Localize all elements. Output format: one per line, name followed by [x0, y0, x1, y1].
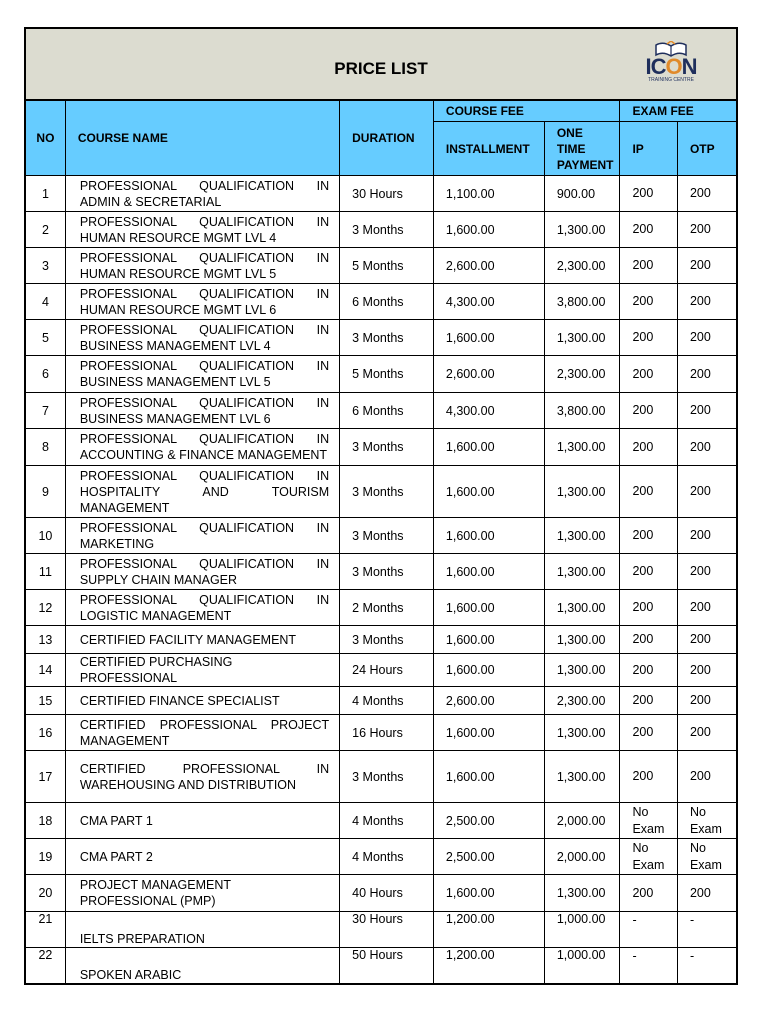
- otp-exam-fee: 200: [677, 687, 737, 715]
- course-name: PROFESSIONAL QUALIFICATION IN HUMAN RESOURCE MGMT LVL 4: [65, 212, 339, 248]
- otp-exam-fee: 200: [677, 212, 737, 248]
- one-time-fee: 1,300.00: [544, 875, 620, 912]
- duration-cell: 5 Months: [340, 356, 434, 393]
- duration-cell: 6 Months: [340, 284, 434, 320]
- course-name: PROFESSIONAL QUALIFICATION IN BUSINESS MANAGEMENT LVL 5: [65, 356, 339, 393]
- header-exam-fee: EXAM FEE: [620, 100, 737, 122]
- course-name: PROFESSIONAL QUALIFICATION IN BUSINESS MANAGEMENT LVL 6: [65, 393, 339, 429]
- duration-cell: 4 Months: [340, 839, 434, 875]
- row-number: 6: [25, 356, 65, 393]
- course-name: CERTIFIED PROFESSIONAL PROJECT MANAGEMENT: [65, 715, 339, 751]
- ip-exam-fee: 200: [620, 715, 677, 751]
- one-time-fee: 1,300.00: [544, 654, 620, 687]
- table-row: [25, 687, 737, 715]
- one-time-fee: 1,300.00: [544, 212, 620, 248]
- table-row: [25, 590, 737, 626]
- table-row: [25, 393, 737, 429]
- price-list-sheet: [24, 27, 738, 985]
- header-one-time-line3: PAYMENT: [556, 157, 614, 172]
- otp-exam-fee: 200: [677, 284, 737, 320]
- otp-exam-fee: No Exam: [677, 803, 737, 839]
- header-one-time-line1: ONE: [556, 125, 583, 140]
- header-no: NO: [25, 100, 65, 176]
- table-row: [25, 284, 737, 320]
- duration-cell: 3 Months: [340, 518, 434, 554]
- row-number: 14: [25, 654, 65, 687]
- row-number: 22: [25, 948, 65, 984]
- one-time-fee: 2,000.00: [544, 839, 620, 875]
- otp-exam-fee: 200: [677, 654, 737, 687]
- course-name: PROFESSIONAL QUALIFICATION IN SUPPLY CHAIN MANAGER: [65, 554, 339, 590]
- duration-cell: 30 Hours: [340, 176, 434, 212]
- otp-exam-fee: 200: [677, 320, 737, 356]
- course-name: IELTS PREPARATION: [65, 912, 339, 948]
- header-installment: INSTALLMENT: [433, 122, 544, 176]
- header-duration: DURATION: [340, 100, 434, 176]
- row-number: 7: [25, 393, 65, 429]
- one-time-fee: 3,800.00: [544, 284, 620, 320]
- table-row: [25, 176, 737, 212]
- course-name: PROFESSIONAL QUALIFICATION IN ADMIN & SECRETARIAL: [65, 176, 339, 212]
- page-title: PRICE LIST: [334, 59, 428, 78]
- table-row: [25, 248, 737, 284]
- one-time-fee: 1,300.00: [544, 518, 620, 554]
- duration-cell: 24 Hours: [340, 654, 434, 687]
- otp-exam-fee: -: [677, 912, 737, 948]
- logo-subtitle: TRAINING CENTRE: [648, 77, 694, 83]
- otp-exam-fee: 200: [677, 590, 737, 626]
- table-row: [25, 839, 737, 875]
- duration-cell: 30 Hours: [340, 912, 434, 948]
- otp-exam-fee: -: [677, 948, 737, 984]
- row-number: 5: [25, 320, 65, 356]
- table-row: [25, 715, 737, 751]
- duration-cell: 3 Months: [340, 554, 434, 590]
- installment-fee: 1,200.00: [433, 912, 544, 948]
- table-row: [25, 751, 737, 803]
- ip-exam-fee: 200: [620, 284, 677, 320]
- course-name: CMA PART 1: [65, 803, 339, 839]
- course-name: CERTIFIED PURCHASING PROFESSIONAL: [65, 654, 339, 687]
- row-number: 12: [25, 590, 65, 626]
- ip-exam-fee: 200: [620, 320, 677, 356]
- company-logo: [638, 41, 704, 89]
- row-number: 1: [25, 176, 65, 212]
- installment-fee: 1,600.00: [433, 654, 544, 687]
- row-number: 3: [25, 248, 65, 284]
- ip-exam-fee: 200: [620, 212, 677, 248]
- table-row: [25, 875, 737, 912]
- ip-exam-fee: 200: [620, 393, 677, 429]
- one-time-fee: 1,300.00: [544, 751, 620, 803]
- ip-exam-fee: -: [620, 948, 677, 984]
- installment-fee: 1,100.00: [433, 176, 544, 212]
- ip-exam-fee: 200: [620, 554, 677, 590]
- otp-exam-fee: 200: [677, 518, 737, 554]
- table-row: [25, 320, 737, 356]
- installment-fee: 1,600.00: [433, 320, 544, 356]
- one-time-fee: 1,300.00: [544, 429, 620, 466]
- installment-fee: 4,300.00: [433, 393, 544, 429]
- price-table: [24, 99, 738, 985]
- ip-exam-fee: 200: [620, 654, 677, 687]
- table-row: [25, 429, 737, 466]
- ip-exam-fee: No Exam: [620, 803, 677, 839]
- installment-fee: 1,600.00: [433, 212, 544, 248]
- installment-fee: 1,600.00: [433, 751, 544, 803]
- installment-fee: 1,200.00: [433, 948, 544, 984]
- course-name: CERTIFIED FINANCE SPECIALIST: [65, 687, 339, 715]
- row-number: 8: [25, 429, 65, 466]
- header-one-time-line2: TIME: [556, 141, 586, 156]
- table-row: [25, 803, 737, 839]
- row-number: 9: [25, 466, 65, 518]
- course-name: PROFESSIONAL QUALIFICATION IN HUMAN RESOURCE MGMT LVL 6: [65, 284, 339, 320]
- otp-exam-fee: 200: [677, 393, 737, 429]
- otp-exam-fee: 200: [677, 356, 737, 393]
- ip-exam-fee: 200: [620, 356, 677, 393]
- installment-fee: 1,600.00: [433, 429, 544, 466]
- installment-fee: 2,600.00: [433, 248, 544, 284]
- table-row: [25, 518, 737, 554]
- otp-exam-fee: 200: [677, 751, 737, 803]
- ip-exam-fee: 200: [620, 687, 677, 715]
- duration-cell: 16 Hours: [340, 715, 434, 751]
- one-time-fee: 2,300.00: [544, 687, 620, 715]
- otp-exam-fee: 200: [677, 554, 737, 590]
- installment-fee: 2,600.00: [433, 687, 544, 715]
- row-number: 20: [25, 875, 65, 912]
- duration-cell: 3 Months: [340, 429, 434, 466]
- installment-fee: 1,600.00: [433, 554, 544, 590]
- duration-cell: 3 Months: [340, 466, 434, 518]
- row-number: 13: [25, 626, 65, 654]
- row-number: 18: [25, 803, 65, 839]
- row-number: 2: [25, 212, 65, 248]
- course-name: PROFESSIONAL QUALIFICATION IN MARKETING: [65, 518, 339, 554]
- otp-exam-fee: 200: [677, 466, 737, 518]
- ip-exam-fee: No Exam: [620, 839, 677, 875]
- installment-fee: 1,600.00: [433, 626, 544, 654]
- duration-cell: 3 Months: [340, 626, 434, 654]
- course-name: PROFESSIONAL QUALIFICATION IN HOSPITALITY AND TOURISM MANAGEMENT: [65, 466, 339, 518]
- otp-exam-fee: 200: [677, 176, 737, 212]
- row-number: 15: [25, 687, 65, 715]
- ip-exam-fee: 200: [620, 626, 677, 654]
- ip-exam-fee: 200: [620, 176, 677, 212]
- table-row: [25, 948, 737, 984]
- one-time-fee: 1,300.00: [544, 626, 620, 654]
- table-row: [25, 912, 737, 948]
- row-number: 21: [25, 912, 65, 948]
- installment-fee: 2,500.00: [433, 839, 544, 875]
- row-number: 11: [25, 554, 65, 590]
- ip-exam-fee: 200: [620, 590, 677, 626]
- one-time-fee: 1,300.00: [544, 554, 620, 590]
- row-number: 17: [25, 751, 65, 803]
- otp-exam-fee: 200: [677, 429, 737, 466]
- duration-cell: 6 Months: [340, 393, 434, 429]
- duration-cell: 5 Months: [340, 248, 434, 284]
- one-time-fee: 1,000.00: [544, 948, 620, 984]
- installment-fee: 1,600.00: [433, 715, 544, 751]
- table-row: [25, 654, 737, 687]
- duration-cell: 4 Months: [340, 687, 434, 715]
- table-row: [25, 554, 737, 590]
- otp-exam-fee: 200: [677, 248, 737, 284]
- ip-exam-fee: -: [620, 912, 677, 948]
- installment-fee: 1,600.00: [433, 875, 544, 912]
- duration-cell: 3 Months: [340, 212, 434, 248]
- table-row: [25, 466, 737, 518]
- ip-exam-fee: 200: [620, 751, 677, 803]
- table-body: [25, 176, 737, 984]
- one-time-fee: 1,000.00: [544, 912, 620, 948]
- table-row: [25, 356, 737, 393]
- duration-cell: 50 Hours: [340, 948, 434, 984]
- otp-exam-fee: 200: [677, 626, 737, 654]
- row-number: 4: [25, 284, 65, 320]
- ip-exam-fee: 200: [620, 875, 677, 912]
- duration-cell: 2 Months: [340, 590, 434, 626]
- course-name: SPOKEN ARABIC: [65, 948, 339, 984]
- one-time-fee: 2,000.00: [544, 803, 620, 839]
- ip-exam-fee: 200: [620, 518, 677, 554]
- row-number: 19: [25, 839, 65, 875]
- header-ip: IP: [620, 122, 677, 176]
- one-time-fee: 1,300.00: [544, 715, 620, 751]
- installment-fee: 1,600.00: [433, 518, 544, 554]
- header-course-name: COURSE NAME: [65, 100, 339, 176]
- duration-cell: 4 Months: [340, 803, 434, 839]
- row-number: 10: [25, 518, 65, 554]
- one-time-fee: 1,300.00: [544, 466, 620, 518]
- course-name: PROFESSIONAL QUALIFICATION IN BUSINESS MANAGEMENT LVL 4: [65, 320, 339, 356]
- course-name: CMA PART 2: [65, 839, 339, 875]
- installment-fee: 1,600.00: [433, 466, 544, 518]
- duration-cell: 3 Months: [340, 751, 434, 803]
- course-name: CERTIFIED PROFESSIONAL IN WAREHOUSING AND DISTRIBUTION: [65, 751, 339, 803]
- header-course-fee: COURSE FEE: [433, 100, 620, 122]
- course-name: CERTIFIED FACILITY MANAGEMENT: [65, 626, 339, 654]
- course-name: PROFESSIONAL QUALIFICATION IN LOGISTIC MANAGEMENT: [65, 590, 339, 626]
- one-time-fee: 1,300.00: [544, 320, 620, 356]
- title-banner: [24, 27, 738, 99]
- logo-wordmark: ICON: [645, 54, 697, 79]
- row-number: 16: [25, 715, 65, 751]
- course-name: PROFESSIONAL QUALIFICATION IN ACCOUNTING & FINANCE MANAGEMENT: [65, 429, 339, 466]
- header-one-time-payment: [544, 122, 620, 176]
- table-row: [25, 212, 737, 248]
- one-time-fee: 1,300.00: [544, 590, 620, 626]
- otp-exam-fee: 200: [677, 875, 737, 912]
- header-otp: OTP: [677, 122, 737, 176]
- course-name: PROFESSIONAL QUALIFICATION IN HUMAN RESOURCE MGMT LVL 5: [65, 248, 339, 284]
- ip-exam-fee: 200: [620, 248, 677, 284]
- one-time-fee: 2,300.00: [544, 248, 620, 284]
- installment-fee: 1,600.00: [433, 590, 544, 626]
- duration-cell: 3 Months: [340, 320, 434, 356]
- table-row: [25, 626, 737, 654]
- installment-fee: 2,500.00: [433, 803, 544, 839]
- duration-cell: 40 Hours: [340, 875, 434, 912]
- course-name: PROJECT MANAGEMENT PROFESSIONAL (PMP): [65, 875, 339, 912]
- otp-exam-fee: No Exam: [677, 839, 737, 875]
- ip-exam-fee: 200: [620, 429, 677, 466]
- one-time-fee: 2,300.00: [544, 356, 620, 393]
- otp-exam-fee: 200: [677, 715, 737, 751]
- one-time-fee: 3,800.00: [544, 393, 620, 429]
- installment-fee: 2,600.00: [433, 356, 544, 393]
- installment-fee: 4,300.00: [433, 284, 544, 320]
- one-time-fee: 900.00: [544, 176, 620, 212]
- ip-exam-fee: 200: [620, 466, 677, 518]
